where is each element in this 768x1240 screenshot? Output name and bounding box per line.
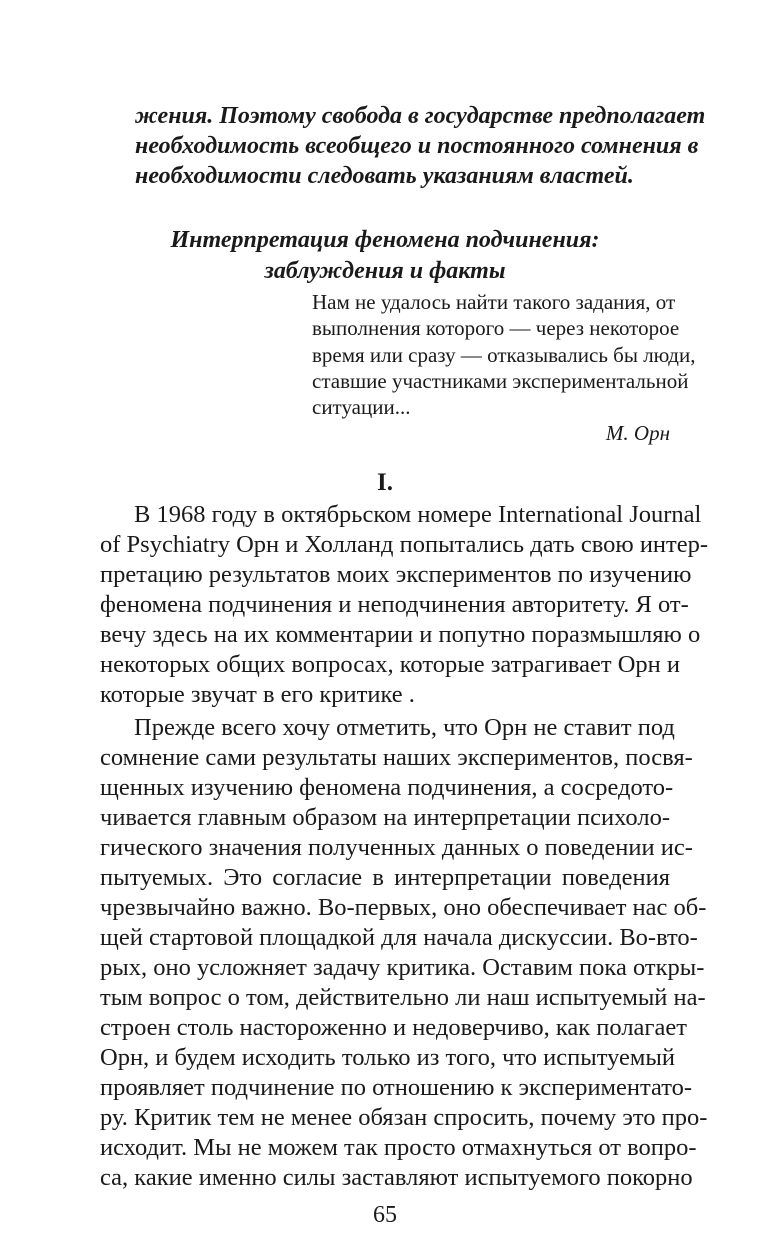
paragraph-line: гического значения полученных данных о поведении ис-	[100, 834, 693, 861]
paragraph-line: щей стартовой площадкой для начала дискуссии. Во-вто-	[100, 924, 698, 951]
epigraph-line: Нам не удалось найти такого задания, от	[312, 290, 676, 314]
page-number: 65	[373, 1202, 397, 1228]
paragraph-line: вечу здесь на их комментарии и попутно поразмышляю о	[100, 621, 701, 648]
epigraph-line: выполнения которого — через некоторое	[312, 316, 680, 340]
paragraph-line: которые звучат в его критике .	[100, 681, 415, 708]
intro-line: жения. Поэтому свобода в государстве предполагает	[135, 103, 706, 129]
section-heading: Интерпретация феномена подчинения:	[170, 227, 600, 253]
intro-line: необходимости следовать указаниям властей.	[135, 163, 634, 189]
paragraph-line: претацию результатов моих экспериментов по изучению	[100, 561, 692, 588]
paragraph-line: Орн, и будем исходить только из того, что испытуемый	[100, 1044, 675, 1071]
paragraph-line: Прежде всего хочу отметить, что Орн не ставит под	[134, 714, 675, 741]
paragraph-line: некоторых общих вопросах, которые затрагивает Орн и	[100, 651, 681, 678]
paragraph-line: са, какие именно силы заставляют испытуемого покорно	[100, 1164, 693, 1191]
intro-line: необходимость всеобщего и постоянного сомнения в	[135, 133, 699, 159]
paragraph-line: исходит. Мы не можем так просто отмахнуться от вопро-	[100, 1134, 697, 1161]
paragraph-line: проявляет подчинение по отношению к экспериментато-	[100, 1074, 693, 1101]
section-number: I.	[377, 469, 393, 496]
paragraph-line: чрезвычайно важно. Во-первых, оно обеспечивает нас об-	[100, 894, 707, 921]
paragraph-line: феномена подчинения и неподчинения авторитету. Я от-	[100, 591, 689, 618]
section-heading: заблуждения и факты	[264, 258, 506, 284]
paragraph-line: сомнение сами результаты наших экспериментов, посвя-	[100, 744, 693, 771]
paragraph-line: тым вопрос о том, действительно ли наш испытуемый на-	[100, 984, 706, 1011]
epigraph-line: ситуации...	[312, 395, 411, 419]
epigraph-author: М. Орн	[605, 421, 670, 445]
paragraph-line: ру. Критик тем не менее обязан спросить, почему это про-	[100, 1104, 708, 1131]
paragraph-line: строен столь настороженно и недоверчиво, как полагает	[100, 1014, 687, 1041]
epigraph-line: время или сразу — отказывались бы люди,	[312, 343, 696, 367]
epigraph-line: ставшие участниками экспериментальной	[312, 369, 689, 393]
paragraph-line: of Psychiatry Орн и Холланд попытались дать свою интер-	[100, 531, 709, 558]
paragraph-line: В 1968 году в октябрьском номере International Journal	[134, 501, 702, 528]
paragraph-line: щенных изучению феномена подчинения, а сосредото-	[100, 774, 674, 801]
paragraph-line: чивается главным образом на интерпретации психоло-	[100, 804, 670, 831]
paragraph-line: пытуемых. Это согласие в интерпретации поведения	[100, 864, 670, 891]
paragraph-line: рых, оно усложняет задачу критика. Оставим пока откры-	[100, 954, 705, 981]
